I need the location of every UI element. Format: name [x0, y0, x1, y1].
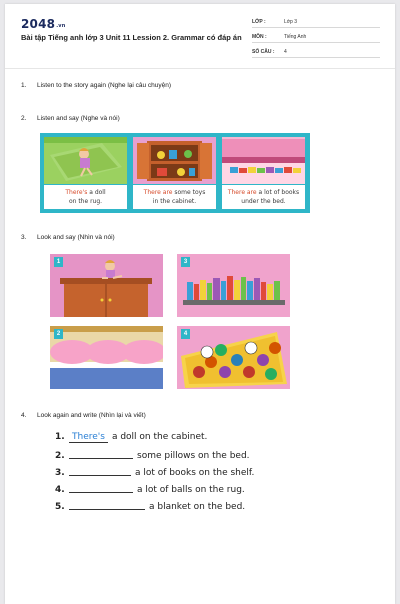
question-number: 2.: [21, 115, 27, 122]
balls-on-rug-picture: [177, 326, 290, 389]
item-number: 3.: [55, 468, 65, 478]
item-number: 2.: [55, 451, 65, 461]
panel-toys-in-cabinet: [133, 137, 216, 209]
exercise-item-2: [55, 449, 250, 461]
answer-blank[interactable]: [69, 449, 133, 459]
exercise-item-5: [55, 500, 245, 512]
exercise-item-4: [55, 483, 245, 495]
answer-blank[interactable]: [69, 483, 133, 493]
answer-blank[interactable]: [69, 500, 145, 510]
item-number: 5.: [55, 502, 65, 512]
card-pillows-on-bed: [50, 326, 163, 389]
panel-doll-on-rug: [44, 137, 127, 209]
meta-value: Lớp 3: [284, 19, 298, 25]
exercise-item-3: [55, 466, 254, 478]
meta-row-count: [252, 47, 380, 58]
question-text: Look and say (Nhìn và nói): [37, 234, 115, 241]
item-text: a doll on the cabinet.: [111, 432, 208, 442]
meta-row-class: [252, 17, 380, 28]
question-1: [21, 82, 171, 89]
caption-rest: some toys: [172, 189, 206, 196]
card-number: 2: [54, 329, 63, 339]
doll-on-cabinet-picture: [50, 254, 163, 317]
card-number: 1: [54, 257, 63, 267]
question-text: Listen to the story again (Nghe lại câu chuyện): [37, 82, 172, 89]
item-number: 1.: [55, 432, 65, 442]
question-4: [21, 412, 146, 419]
question-2: [21, 115, 120, 122]
meta-value: Tiếng Anh: [284, 34, 307, 40]
exercise-item-1: [55, 432, 207, 443]
meta-value: 4: [284, 49, 287, 55]
caption-rest: a lot of books: [256, 189, 300, 196]
question-text: Listen and say (Nghe và nói): [37, 115, 120, 122]
toys-in-cabinet-picture: [133, 137, 216, 184]
item-text: a blanket on the bed.: [149, 502, 246, 512]
books-under-bed-picture: [222, 137, 305, 184]
question-number: 3.: [21, 234, 27, 241]
meta-row-subject: [252, 32, 380, 43]
caption-line2: on the rug.: [68, 198, 103, 205]
panel-caption: [133, 185, 216, 209]
question-number: 1.: [21, 82, 27, 89]
meta-key: LỚP :: [252, 19, 266, 25]
item-number: 4.: [55, 485, 65, 495]
books-on-shelf-picture: [177, 254, 290, 317]
logo-main: 2048: [21, 17, 56, 31]
answer-field[interactable]: There's: [69, 432, 108, 443]
meta-key: MÔN :: [252, 34, 267, 40]
logo-suffix: .vn: [56, 23, 66, 29]
panel-books-under-bed: [222, 137, 305, 209]
card-books-on-shelf: [177, 254, 290, 317]
site-logo[interactable]: [21, 17, 66, 31]
card-number: 4: [181, 329, 190, 339]
caption-line2: under the bed.: [241, 198, 286, 205]
card-number: 3: [181, 257, 190, 267]
item-text: a lot of books on the shelf.: [135, 468, 255, 478]
question-number: 4.: [21, 412, 27, 419]
question-3: [21, 234, 115, 241]
worksheet-header: [5, 4, 395, 69]
caption-rest: a doll: [87, 189, 106, 196]
meta-key: SỐ CÂU :: [252, 49, 275, 55]
panel-caption: [44, 185, 127, 209]
listen-say-illustration: [40, 133, 310, 213]
answer-blank[interactable]: [69, 466, 131, 476]
caption-highlight: There are: [143, 189, 173, 196]
panel-caption: [222, 185, 305, 209]
card-doll-on-cabinet: [50, 254, 163, 317]
document-title: Bài tập Tiếng anh lớp 3 Unit 11 Lession 2. Grammar có đáp án: [21, 33, 242, 42]
question-text: Look again and write (Nhìn lại và viết): [37, 412, 146, 419]
item-text: a lot of balls on the rug.: [137, 485, 245, 495]
doll-on-rug-picture: [44, 137, 127, 184]
item-text: some pillows on the bed.: [137, 451, 250, 461]
caption-line2: in the cabinet.: [152, 198, 197, 205]
caption-highlight: There are: [227, 189, 257, 196]
caption-highlight: There's: [65, 189, 88, 196]
worksheet-page: [5, 4, 395, 604]
pillows-on-bed-picture: [50, 326, 163, 389]
card-balls-on-rug: [177, 326, 290, 389]
